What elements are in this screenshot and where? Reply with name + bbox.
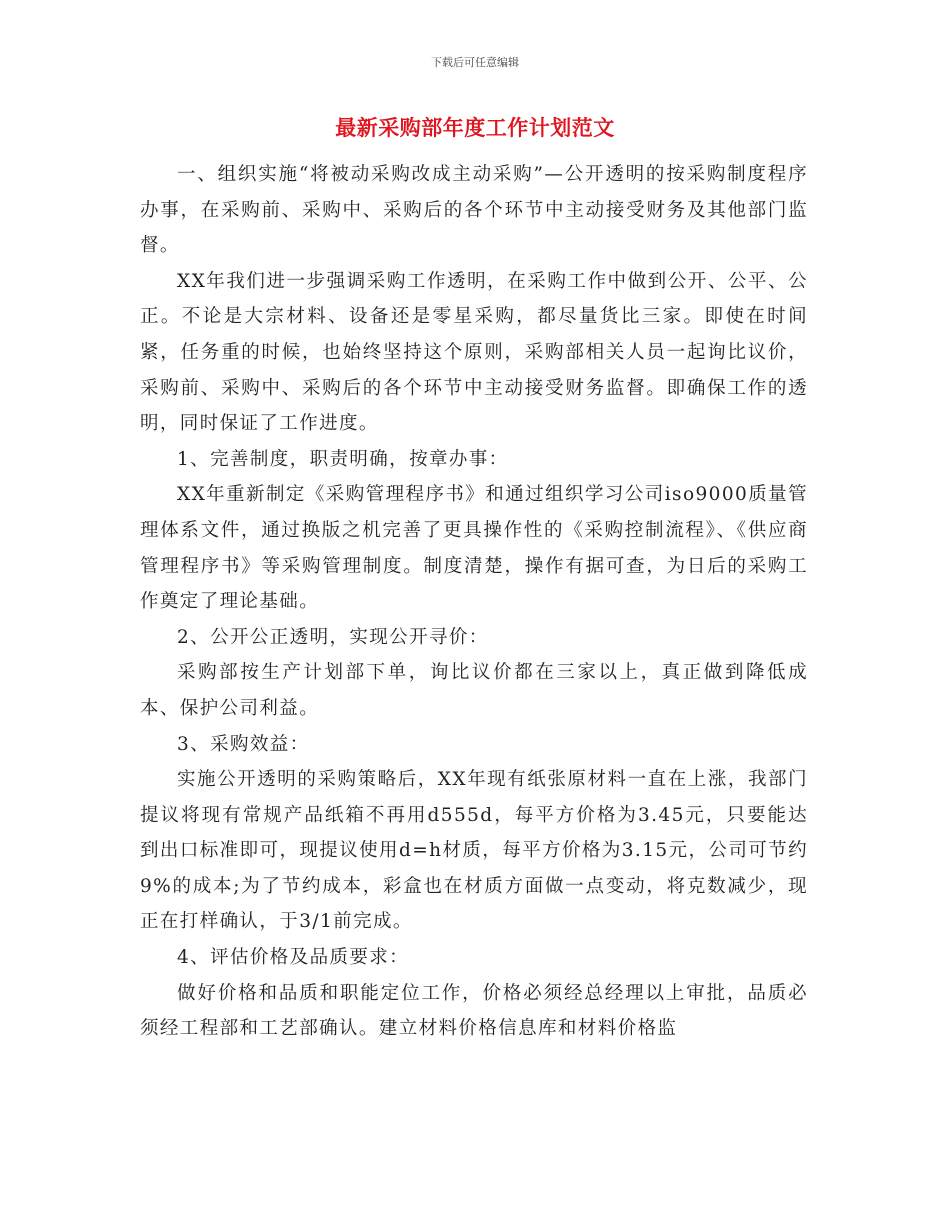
header-note: 下载后可任意编辑: [431, 56, 519, 69]
paragraph-procurement-benefit: 实施公开透明的采购策略后，XX年现有纸张原材料一直在上涨，我部门提议将现有常规产品纸箱不再用d555d，每平方价格为3.45元，只要能达到出口标准即可，现提议使用d=h材质，每平方价格为3.15元，公司可节约9%的成本;为了节约成本，彩盒也在材质方面做一点变动，将克数减少，现正在打样确认，于3/1前完成。: [140, 769, 808, 933]
heading-procurement-benefit: 3、采购效益：: [177, 733, 310, 755]
paragraph-section-one: 一、组织实施“将被动采购改成主动采购”—公开透明的按采购制度程序办事，在采购前、采购中、采购后的各个环节中主动接受财务及其他部门监督。: [140, 164, 808, 257]
paragraph-improve-system: XX年重新制定《采购管理程序书》和通过组织学习公司iso9000质量管理体系文件，通过换版之机完善了更具操作性的《采购控制流程》、《供应商管理程序书》等采购管理制度。制度清楚，操作有据可查，为日后的采购工作奠定了理论基础。: [140, 484, 808, 613]
document-title: 最新采购部年度工作计划范文: [335, 116, 615, 140]
document-body: [140, 157, 808, 1047]
paragraph-open-pricing: 采购部按生产计划部下单，询比议价都在三家以上，真正做到降低成本、保护公司利益。: [140, 662, 808, 719]
heading-price-quality: 4、评估价格及品质要求：: [177, 947, 410, 969]
paragraph-price-quality: 做好价格和品质和职能定位工作，价格必须经总经理以上审批，品质必须经工程部和工艺部确认。建立材料价格信息库和材料价格监: [140, 982, 808, 1040]
heading-open-pricing: 2、公开公正透明，实现公开寻价：: [177, 626, 489, 648]
paragraph-transparency: XX年我们进一步强调采购工作透明，在采购工作中做到公开、公平、公正。不论是大宗材料、设备还是零星采购，都尽量货比三家。即使在时间紧，任务重的时候，也始终坚持这个原则，采购部相关人员一起询比议价，采购前、采购中、采购后的各个环节中主动接受财务监督。即确保工作的透明，同时保证了工作进度。: [140, 270, 808, 435]
heading-improve-system: 1、完善制度，职责明确，按章办事：: [177, 448, 509, 470]
